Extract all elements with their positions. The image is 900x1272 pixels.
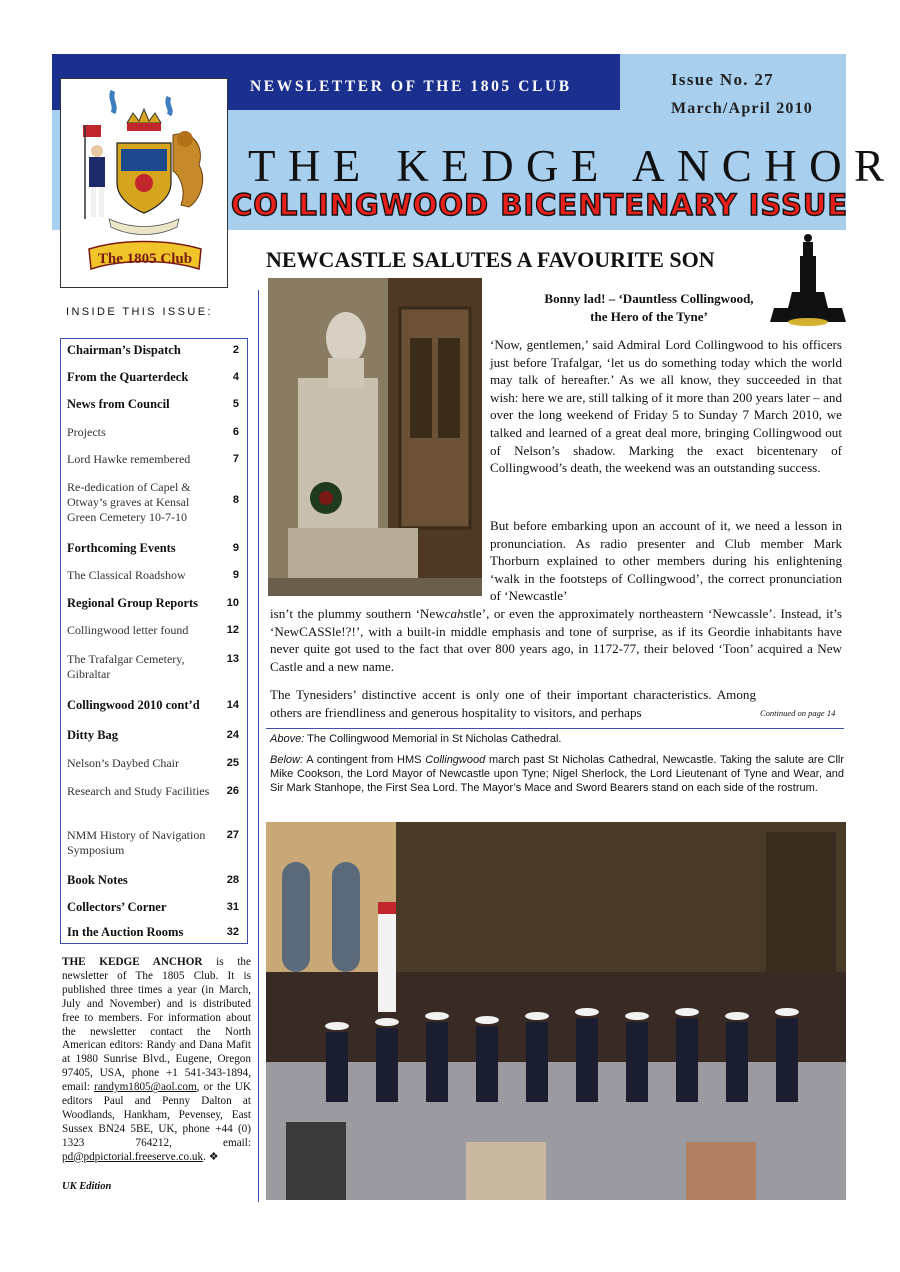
table-of-contents: [60, 338, 248, 944]
column-divider: [258, 290, 259, 1202]
toc-item[interactable]: Research and Study Facilities 26: [67, 784, 239, 798]
toc-item[interactable]: The Classical Roadshow 9: [67, 568, 239, 582]
toc-item[interactable]: Chairman’s Dispatch 2: [67, 343, 239, 357]
toc-item[interactable]: Regional Group Reports 10: [67, 596, 239, 610]
toc-item[interactable]: From the Quarterdeck 4: [67, 370, 239, 384]
toc-item[interactable]: Projects 6: [67, 425, 239, 439]
toc-item[interactable]: Re-dedication of Capel & Otway’s graves at Kensal Green Cemetery 10-7-10 8: [67, 480, 239, 524]
issue-date: March/April 2010: [671, 100, 814, 117]
caption-below: Below: A contingent from HMS Collingwood march past St Nicholas Cathedral, Newcastle. Taking the salute are Cllr Mike Cookson, the Lord Mayor of Newcastle upon Tyne; Nigel Sherlock, the Lord Lieutenant of Tyne and Wear, and Sir Mark Stanhope, the First Sea Lord. The Mayor’s Mace and Sword Bearers stand on each side of the rostrum.: [270, 754, 844, 794]
issue-number: Issue No. 27: [671, 70, 774, 89]
caption-above: Above: The Collingwood Memorial in St Nicholas Cathedral.: [270, 733, 562, 745]
article-subhead: Bonny lad! – ‘Dauntless Collingwood, the Hero of the Tyne’: [544, 291, 754, 324]
article-paragraph-1: ‘Now, gentlemen,’ said Admiral Lord Collingwood to his officers just before Trafalgar, ‘let us do something today which the world may talk of hereafter.’ As we all know, they succeeded in that wish: here we are, still talking of it more than 200 years later – and over the long weekend of Friday 5 to Sunday 7 March 2010, we talked and learned of a great deal more, bringing Collingwood out of Nelson’s shadow. Marking the exact bicentenary of Collingwood’s death, the weekend was an outstanding success.: [490, 337, 842, 476]
article-paragraph-2: But before embarking upon an account of it, we need a lesson in pronunciation. As radio presenter and Club member Mark Thorburn explained to other members during his enlightening ‘walk in the footsteps of Collingwood’, the correct pronunciation of ‘Newcastle’: [490, 518, 842, 604]
toc-item[interactable]: Collectors’ Corner 31: [67, 900, 239, 914]
email-link-na[interactable]: randym1805@aol.com: [94, 1081, 197, 1094]
newsletter-title: THE KEDGE ANCHOR: [248, 141, 897, 191]
toc-item[interactable]: Ditty Bag 24: [67, 728, 239, 742]
continued-note: Continued on page 14: [760, 708, 836, 718]
about-newsletter: THE KEDGE ANCHOR is the newsletter of The 1805 Club. It is published three times a year (in March, July and November) and is distributed free to members. For information about the newsletter contact the North American editors: Randy and Dana Mafit at 1980 Sunrise Blvd., Eugene, Oregon 97405, USA, phone +1 541-343-1894, email: randym1805@aol.com, or the UK editors Paul and Penny Dalton at Woodlands, Hankham, Pevensey, East Sussex BN24 5BE, UK, phone +44 (0) 1323 764212, email: pd@pdpictorial.freeserve.co.uk. ❖: [62, 956, 251, 1163]
memorial-photo: [268, 278, 482, 596]
toc-item[interactable]: Nelson’s Daybed Chair 25: [67, 756, 239, 770]
article-paragraph-3: The Tynesiders’ distinctive accent is only one of their important characteristics. Among others are friendliness and generous hospitality to visitors, and perhaps: [270, 687, 756, 720]
newsletter-label: NEWSLETTER OF THE 1805 CLUB: [250, 78, 572, 95]
toc-item[interactable]: News from Council 5: [67, 397, 239, 411]
article-paragraph-2-cont: isn’t the plummy southern ‘Newcahstle’, or even the approximately northeastern ‘Newcassle’. Instead, it’s ‘NewCASSle!?!’, with a built-in middle emphasis and tone of surprise, as if its Geordie inhabitants have never quite got used to the fact that over 800 years ago, in 1172-77, their beloved ‘Toon’ acquired a New Castle and a new name.: [270, 606, 842, 674]
issue-subtitle: COLLINGWOOD BICENTENARY ISSUE: [231, 188, 849, 222]
toc-item[interactable]: Book Notes 28: [67, 873, 239, 887]
crest-icon: [61, 79, 227, 287]
toc-item[interactable]: Collingwood 2010 cont’d 14: [67, 698, 239, 712]
article-headline: NEWCASTLE SALUTES A FAVOURITE SON: [266, 247, 715, 272]
parade-photo: [266, 822, 846, 1200]
toc-item[interactable]: Forthcoming Events 9: [67, 541, 239, 555]
crest-banner: The 1805 Club: [97, 251, 193, 267]
edition-label: UK Edition: [62, 1181, 112, 1192]
toc-item[interactable]: The Trafalgar Cemetery, Gibraltar 13: [67, 652, 239, 681]
about-title: THE KEDGE ANCHOR: [62, 956, 203, 968]
inside-issue-label: INSIDE THIS ISSUE:: [66, 306, 213, 318]
caption-divider: [266, 728, 844, 729]
toc-item[interactable]: NMM History of Navigation Symposium 27: [67, 828, 239, 857]
toc-item[interactable]: Lord Hawke remembered 7: [67, 452, 239, 466]
club-crest: [60, 78, 228, 288]
toc-item[interactable]: Collingwood letter found 12: [67, 623, 239, 637]
email-link-uk[interactable]: pd@pdpictorial.freeserve.co.uk: [62, 1150, 204, 1163]
toc-item[interactable]: In the Auction Rooms 32: [67, 925, 239, 939]
